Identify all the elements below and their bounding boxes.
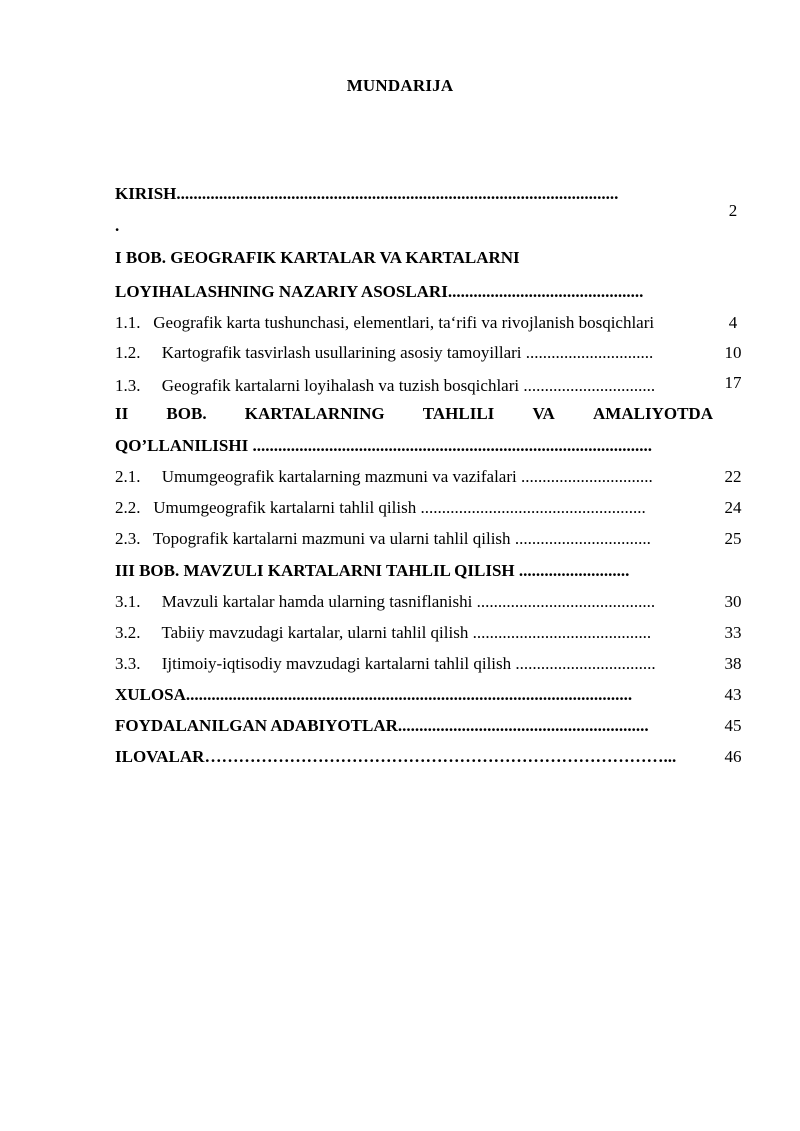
dot-leaders: ................................ — [514, 529, 651, 548]
entry-label: KIRISH — [115, 184, 177, 203]
entry-label: III BOB. MAVZULI KARTALARNI TAHLIL QILISH — [115, 561, 515, 580]
dot-leaders: ......................................................................................................... — [185, 685, 633, 704]
page-number: 33 — [724, 623, 742, 642]
dot-leaders: ............................... — [520, 467, 653, 486]
section-number: 2.1. — [115, 467, 141, 486]
dot-leaders: ........................................................................................................ — [176, 184, 619, 203]
entry-label: ILOVALAR — [115, 747, 205, 766]
entry-label: Umumgeografik kartalarning mazmuni va vazifalari — [161, 467, 517, 486]
page-title: MUNDARIJA — [346, 76, 454, 95]
section-number: 2.2. — [115, 498, 141, 517]
dot-leaders: .............................. — [525, 343, 654, 362]
dot-leaders: ............................... — [523, 376, 656, 395]
entry-label: Geografik karta tushunchasi, elementlari, ta‘rifi va rivojlanish bosqichlari — [153, 313, 655, 332]
toc-entry-3-3[interactable] — [115, 654, 713, 674]
dot-leaders: .......................... — [518, 561, 630, 580]
page-number: 17 — [724, 373, 742, 392]
toc-entry-1-2[interactable] — [115, 343, 713, 363]
dot-leaders-continuation: . — [115, 216, 120, 235]
entry-label: Kartografik tasvirlash usullarining asosiy tamoyillari — [161, 343, 522, 362]
page-number: 22 — [724, 467, 742, 486]
entry-label: Topografik kartalarni mazmuni va ularni tahlil qilish — [152, 529, 511, 548]
dot-leaders: .............................................................................................. — [252, 436, 652, 455]
dot-leaders: ..................................................... — [420, 498, 646, 517]
section-number: 1.3. — [115, 376, 141, 395]
page-number: 25 — [724, 529, 742, 548]
section-number: 3.2. — [115, 623, 141, 642]
section-number: 1.1. — [115, 313, 141, 332]
page-number: 46 — [724, 747, 742, 766]
toc-entry-3-2[interactable] — [115, 623, 713, 643]
chapter-word: BOB. — [166, 404, 207, 423]
chapter-2-title-line1[interactable] — [115, 404, 713, 424]
chapter-word: TAHLILI — [422, 404, 495, 423]
toc-entry-ilovalar[interactable] — [115, 747, 713, 767]
entry-label: XULOSA — [115, 685, 186, 704]
entry-label: Ijtimoiy-iqtisodiy mavzudagi kartalarni tahlil qilish — [161, 654, 512, 673]
toc-entry-2-1[interactable] — [115, 467, 713, 487]
page-number: 4 — [728, 313, 738, 332]
entry-label: Tabiiy mavzudagi kartalar, ularni tahlil qilish — [161, 623, 469, 642]
toc-entry-2-2[interactable] — [115, 498, 713, 518]
page-number: 30 — [724, 592, 742, 611]
toc-entry-1-1[interactable] — [115, 313, 715, 333]
page-number: 10 — [724, 343, 742, 362]
chapter-3-title[interactable] — [115, 561, 713, 581]
toc-entry-xulosa[interactable] — [115, 685, 713, 705]
dot-leaders: .......................................... — [476, 592, 656, 611]
section-number: 3.1. — [115, 592, 141, 611]
dot-leaders: ........................................................... — [397, 716, 649, 735]
toc-entry-kirish[interactable] — [115, 184, 713, 204]
dot-leaders: ................................. — [515, 654, 656, 673]
dot-leaders: ………………………………………………………………………... — [204, 747, 677, 766]
chapter-word: AMALIYOTDA — [593, 404, 713, 423]
page-number: 43 — [724, 685, 742, 704]
entry-label: Mavzuli kartalar hamda ularning tasniflanishi — [161, 592, 473, 611]
dot-leaders: .............................................. — [447, 282, 644, 301]
toc-entry-3-1[interactable] — [115, 592, 713, 612]
entry-label: Geografik kartalarni loyihalash va tuzish bosqichlari — [161, 376, 520, 395]
dot-leaders: .......................................... — [472, 623, 652, 642]
entry-label: Umumgeografik kartalarni tahlil qilish — [153, 498, 417, 517]
entry-label: LOYIHALASHNING NAZARIY ASOSLARI — [115, 282, 448, 301]
toc-entry-2-3[interactable] — [115, 529, 713, 549]
entry-label: QO’LLANILISHI — [115, 436, 249, 455]
section-number: 1.2. — [115, 343, 141, 362]
chapter-1-title-line2[interactable] — [115, 282, 713, 302]
entry-label: FOYDALANILGAN ADABIYOTLAR — [115, 716, 398, 735]
chapter-2-title-line2[interactable] — [115, 436, 713, 456]
page-number: 45 — [724, 716, 742, 735]
page-number: 2 — [728, 201, 738, 220]
page-number: 24 — [724, 498, 742, 517]
chapter-word: II — [115, 404, 129, 423]
chapter-word: KARTALARNING — [244, 404, 385, 423]
chapter-word: VA — [532, 404, 555, 423]
section-number: 3.3. — [115, 654, 141, 673]
toc-entry-adabiyotlar[interactable] — [115, 716, 713, 736]
section-number: 2.3. — [115, 529, 141, 548]
chapter-1-title-line1[interactable]: I BOB. GEOGRAFIK KARTALAR VA KARTALARNI — [115, 248, 520, 267]
toc-entry-1-3[interactable] — [115, 376, 713, 396]
page-number: 38 — [724, 654, 742, 673]
